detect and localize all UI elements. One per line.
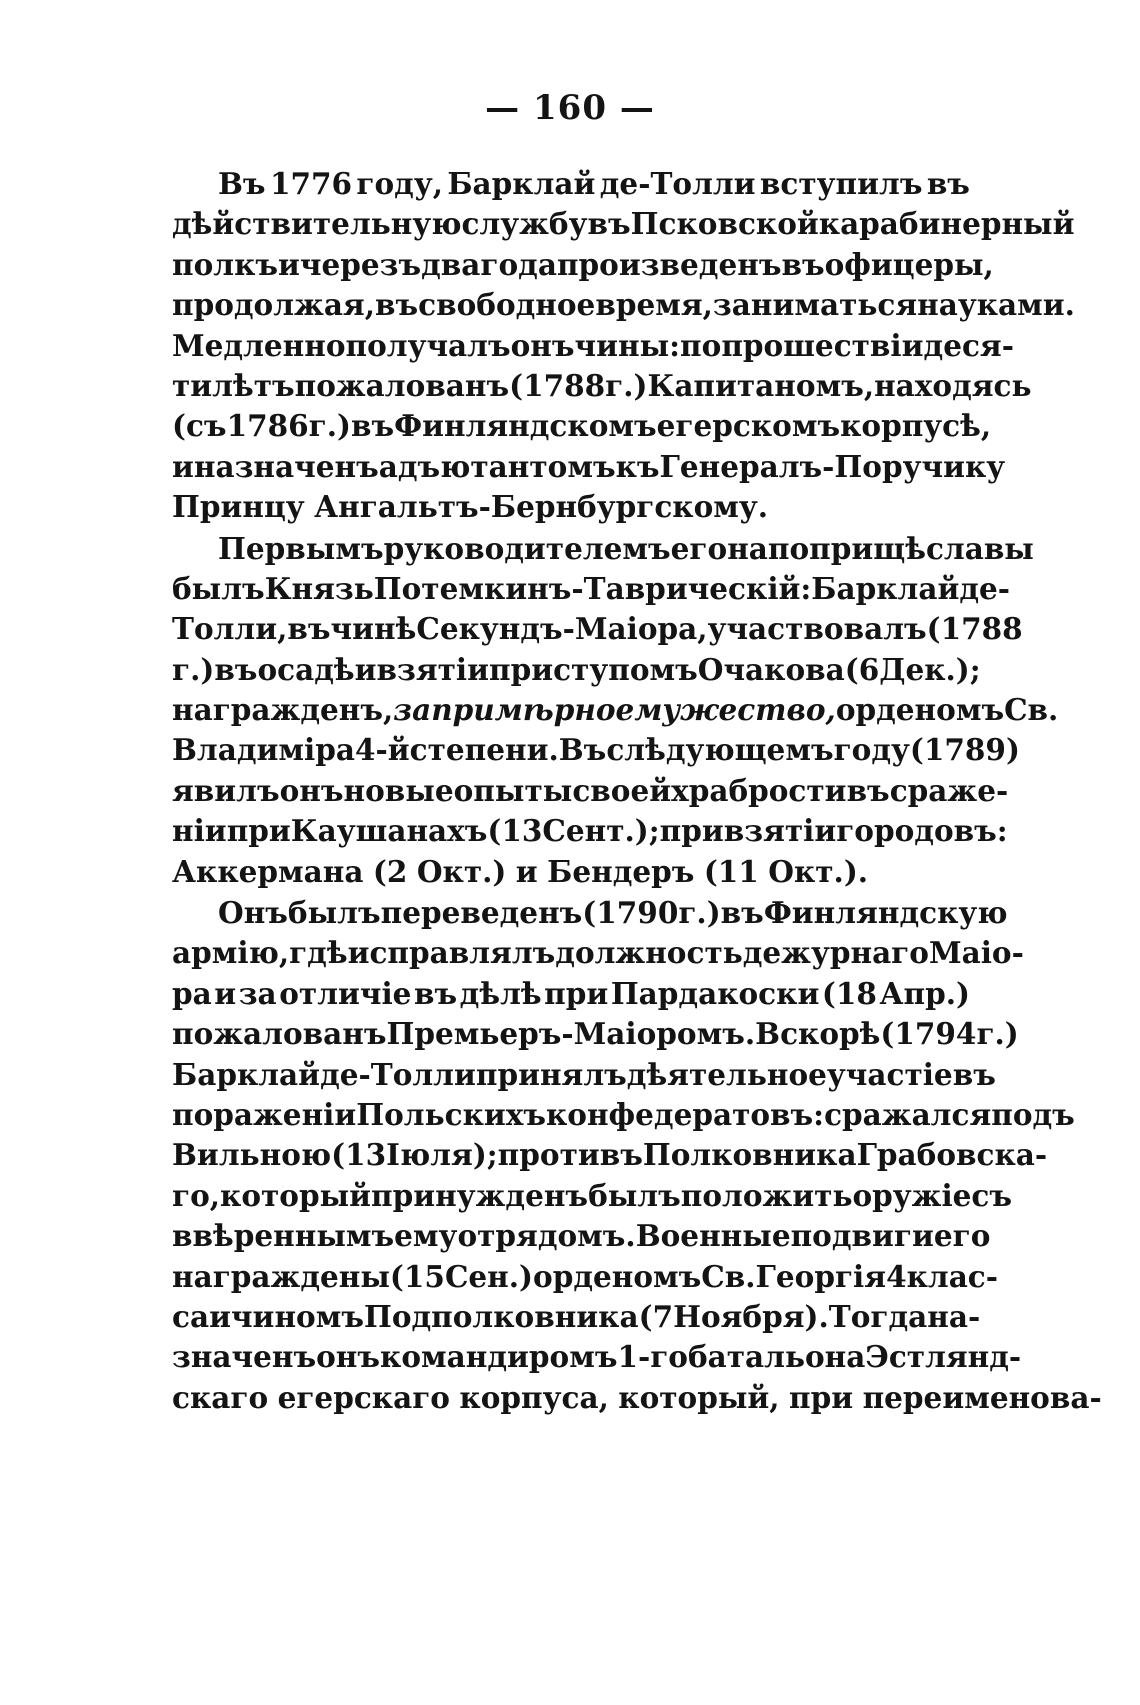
text-line [172, 852, 970, 892]
word: Ангальтъ-Бернбургскому. [314, 489, 769, 525]
word: чинѣ [330, 611, 417, 647]
word: 1776 [269, 166, 353, 201]
word: подъ [991, 1096, 1075, 1132]
word: и [172, 448, 194, 484]
word: принужденъ [371, 1177, 589, 1213]
text-line [172, 1216, 991, 1256]
text-line [172, 1337, 1022, 1377]
word: осадѣ [257, 651, 355, 687]
text-body [172, 164, 1102, 1419]
word: и [278, 246, 300, 282]
word: новые [343, 772, 454, 808]
word: противъ [497, 1137, 643, 1173]
word: Окт.) [416, 853, 507, 889]
word: пожалованъ [294, 367, 510, 403]
word: руководителемъ [383, 530, 671, 566]
text-line [172, 690, 1059, 730]
word: ти [172, 367, 213, 403]
word: степени. [409, 732, 559, 768]
word: по [680, 327, 722, 363]
word: орденомъ [835, 692, 1005, 728]
word: въ [926, 166, 970, 201]
word: 1-го [617, 1339, 688, 1375]
word: заниматься [712, 287, 918, 323]
word: оружіе [852, 1177, 972, 1213]
word: награжденъ, [172, 692, 394, 728]
word: переведенъ [380, 895, 583, 931]
word: вступилъ [759, 166, 923, 201]
word: подвиги [790, 1218, 934, 1254]
word: егерскаго [277, 1379, 450, 1415]
page-number: — 160 — [485, 88, 655, 128]
word: назначенъ [193, 448, 379, 484]
word: Онъ [218, 895, 288, 931]
word: Грабовска- [856, 1137, 1048, 1173]
word: къ [615, 448, 660, 484]
word: Эстлянд- [865, 1339, 1022, 1375]
paragraph [172, 529, 1059, 893]
word: былъ [287, 895, 381, 931]
word: (1794 [880, 1016, 977, 1052]
word: онъ [510, 327, 575, 363]
word: адъютантомъ [378, 448, 616, 484]
word: Князь [264, 570, 374, 606]
text-line [172, 811, 1008, 851]
word: Аккермана [172, 853, 364, 889]
word: чиномъ [230, 1298, 364, 1334]
word: (15 [389, 1258, 445, 1294]
word: произведенъ [556, 246, 782, 282]
word: взятіи [376, 651, 489, 687]
word: при [789, 1379, 854, 1415]
word: явилъ [172, 772, 280, 808]
text-line [172, 771, 1009, 811]
word: Вскорѣ [755, 1016, 881, 1052]
word: Маіо- [928, 935, 1024, 971]
word: должность [555, 935, 743, 971]
word: въ [287, 611, 331, 647]
word: черезъ [299, 246, 422, 282]
word: (1788 [509, 367, 606, 403]
word: 4-й [354, 732, 410, 768]
word: Толли, [172, 611, 288, 647]
word: принялъ [475, 1056, 627, 1092]
word: ему [394, 1218, 458, 1254]
word: науками. [917, 287, 1075, 323]
text-line [172, 1135, 1048, 1175]
word: который, [618, 1379, 780, 1415]
word: скаго [172, 1379, 269, 1415]
word: конфедератовъ: [545, 1096, 825, 1132]
word: который [220, 1177, 372, 1213]
word: въ [846, 772, 890, 808]
text-line [172, 245, 994, 285]
word: городовъ: [836, 813, 1008, 849]
word: Очакова [697, 651, 845, 687]
word: въ [952, 1056, 996, 1092]
word: при [659, 813, 724, 849]
word: сражался [824, 1096, 992, 1132]
word: го, [172, 1177, 221, 1213]
word: въ [720, 895, 764, 931]
text-line [172, 1055, 996, 1095]
word: пожалованъ [172, 1016, 387, 1052]
word: Премьеръ-Маіоромъ. [386, 1016, 756, 1052]
word: Военные [635, 1218, 791, 1254]
word: положить [680, 1177, 853, 1213]
word: (13 [331, 1137, 387, 1173]
text-line [172, 1257, 999, 1297]
word: въ [375, 287, 419, 323]
word: карабинерный [818, 206, 1075, 242]
word: отличіе [279, 975, 412, 1011]
word: (2 [372, 853, 408, 889]
text-line [172, 650, 981, 690]
text-line [172, 164, 970, 204]
word: свободное [418, 287, 596, 323]
word: дѣятельное [626, 1056, 827, 1092]
word: въ [781, 246, 825, 282]
word: и [515, 853, 538, 889]
word: опыты [453, 772, 573, 808]
word: де-Толли [320, 1056, 476, 1092]
word: участіе [826, 1056, 953, 1092]
word: 4 [886, 1258, 907, 1294]
word: сраже- [889, 772, 1009, 808]
word: его [670, 530, 728, 566]
word: въ [413, 975, 458, 1011]
text-line [172, 1095, 1075, 1135]
text-line [172, 1014, 1019, 1054]
word: (6 [844, 651, 880, 687]
word: (18 [821, 975, 877, 1011]
word: Принцу [172, 489, 305, 525]
text-line [172, 893, 1008, 933]
word: его [933, 1218, 991, 1254]
word: два [421, 246, 481, 282]
word: деся- [923, 327, 1014, 363]
word: (1789) [909, 732, 1020, 768]
word: Медленно [172, 327, 346, 363]
word: храбрости [671, 772, 847, 808]
word: исправлялъ [347, 935, 556, 971]
word: дежурнаго [742, 935, 929, 971]
word: Въ [218, 166, 266, 201]
word: орденомъ [533, 1258, 702, 1294]
word: году, [356, 166, 443, 201]
word: онъ [279, 772, 344, 808]
word: былъ [588, 1177, 681, 1213]
text-line [172, 326, 1014, 366]
word: г.) [976, 1016, 1019, 1052]
word: Полковника [642, 1137, 857, 1173]
word: пораженіи [172, 1096, 357, 1132]
word: получалъ [345, 327, 511, 363]
word: въ [350, 408, 395, 444]
word: прошествіи [721, 327, 924, 363]
word: Св. [701, 1258, 756, 1294]
word: мужество, [634, 692, 836, 728]
word: Потемкинъ-Таврическій: [373, 570, 812, 606]
word: Тогда [828, 1298, 928, 1334]
word: Генералъ-Поручику [659, 448, 1006, 484]
word: на [727, 530, 768, 566]
word: и [209, 1298, 231, 1334]
word: Барклай [811, 570, 960, 606]
word: корпусѣ, [840, 408, 992, 444]
word: чины: [574, 327, 681, 363]
word: г.) [308, 408, 351, 444]
word: , [983, 246, 994, 282]
word: офицеры [824, 246, 984, 282]
word: (1790 [582, 895, 679, 931]
word: и [354, 651, 377, 687]
word: дѣйствительную [172, 206, 462, 242]
word: г.) [172, 651, 215, 687]
word: при [226, 813, 291, 849]
word: ввѣреннымъ [172, 1218, 395, 1254]
word: и [214, 975, 237, 1011]
word: значенъ [172, 1339, 317, 1375]
word: славы [925, 530, 1034, 566]
word: своей [572, 772, 672, 808]
word: Окт.). [768, 853, 869, 889]
word: Каушанахъ [290, 813, 488, 849]
text-line [172, 1176, 1013, 1216]
word: Дек.); [879, 651, 981, 687]
word: Барклай [172, 1056, 321, 1092]
word: въ [214, 651, 258, 687]
word: армію, [172, 935, 290, 971]
word: службу [461, 206, 588, 242]
word: время, [595, 287, 713, 323]
word: г.) [605, 367, 648, 403]
word: Подполковника [363, 1298, 639, 1334]
word: Псковской [630, 206, 819, 242]
text-line [172, 609, 1023, 649]
word: де- [959, 570, 1011, 606]
word: Въ [558, 732, 607, 768]
word: 1786 [226, 408, 309, 444]
word: взятіи [723, 813, 837, 849]
text-line [172, 406, 992, 446]
word: былъ [172, 570, 265, 606]
word: командиромъ [380, 1339, 618, 1375]
word: г.) [678, 895, 721, 931]
word: за [393, 692, 432, 728]
word: отрядомъ. [457, 1218, 636, 1254]
word: Польскихъ [356, 1096, 546, 1132]
word: Сен.) [444, 1258, 534, 1294]
word: клас- [906, 1258, 999, 1294]
word: егерскомъ [656, 408, 841, 444]
text-line [172, 933, 1024, 973]
text-line [172, 974, 970, 1014]
text-line [172, 1297, 981, 1337]
word: Вильною [172, 1137, 332, 1173]
text-line [172, 447, 1006, 487]
word: (1788 [926, 611, 1023, 647]
word: де-Толли [599, 166, 756, 201]
word: участвовалъ [707, 611, 927, 647]
word: въ [587, 206, 631, 242]
word: на- [927, 1298, 981, 1334]
word: Барклай [447, 166, 596, 201]
word: слѣдующемъ [606, 732, 834, 768]
paragraph [172, 164, 1075, 528]
word: дѣлѣ [459, 975, 542, 1011]
word: Ноября). [673, 1298, 829, 1334]
word: лѣтъ [212, 367, 295, 403]
word: Капитаномъ, [647, 367, 875, 403]
word: примѣрное [431, 692, 635, 728]
text-line [172, 1378, 1102, 1418]
word: Сент.); [542, 813, 660, 849]
text-line [172, 204, 1075, 244]
word: гдѣ [289, 935, 348, 971]
text-line [172, 366, 1032, 406]
word: переименова- [862, 1379, 1102, 1415]
word: корпуса, [459, 1379, 609, 1415]
word: продолжая, [172, 287, 375, 323]
text-line [172, 569, 1011, 609]
word: полкъ [172, 246, 279, 282]
word: съ [971, 1177, 1013, 1213]
text-line [172, 487, 970, 527]
word: Финляндскомъ [394, 408, 657, 444]
text-line [172, 730, 1020, 770]
word: ра [172, 975, 212, 1011]
word: (11 [703, 853, 759, 889]
word: Св. [1004, 692, 1059, 728]
word: ніи [172, 813, 227, 849]
word: году [833, 732, 910, 768]
word: при [544, 975, 609, 1011]
word: за [238, 975, 277, 1011]
word: года [480, 246, 557, 282]
word: поприщѣ [767, 530, 926, 566]
word: Бендеръ [547, 853, 695, 889]
word: находясь [874, 367, 1032, 403]
text-line [172, 285, 1075, 325]
word: Первымъ [218, 530, 384, 566]
text-line [172, 529, 1034, 569]
word: (13 [487, 813, 543, 849]
word: Пардакоски [610, 975, 820, 1011]
word: Владиміра [172, 732, 355, 768]
word: (7 [638, 1298, 674, 1334]
word: Финляндскую [763, 895, 1008, 931]
paragraph [172, 893, 1102, 1418]
word: са [172, 1298, 210, 1334]
word: награждены [172, 1258, 390, 1294]
word: (съ [172, 408, 227, 444]
word: онъ [316, 1339, 381, 1375]
word: Апр.) [879, 975, 970, 1011]
word: Секундъ-Маіора, [416, 611, 708, 647]
word: приступомъ [489, 651, 698, 687]
word: батальона [687, 1339, 866, 1375]
word: Георгія [755, 1258, 887, 1294]
word: Іюля); [386, 1137, 498, 1173]
